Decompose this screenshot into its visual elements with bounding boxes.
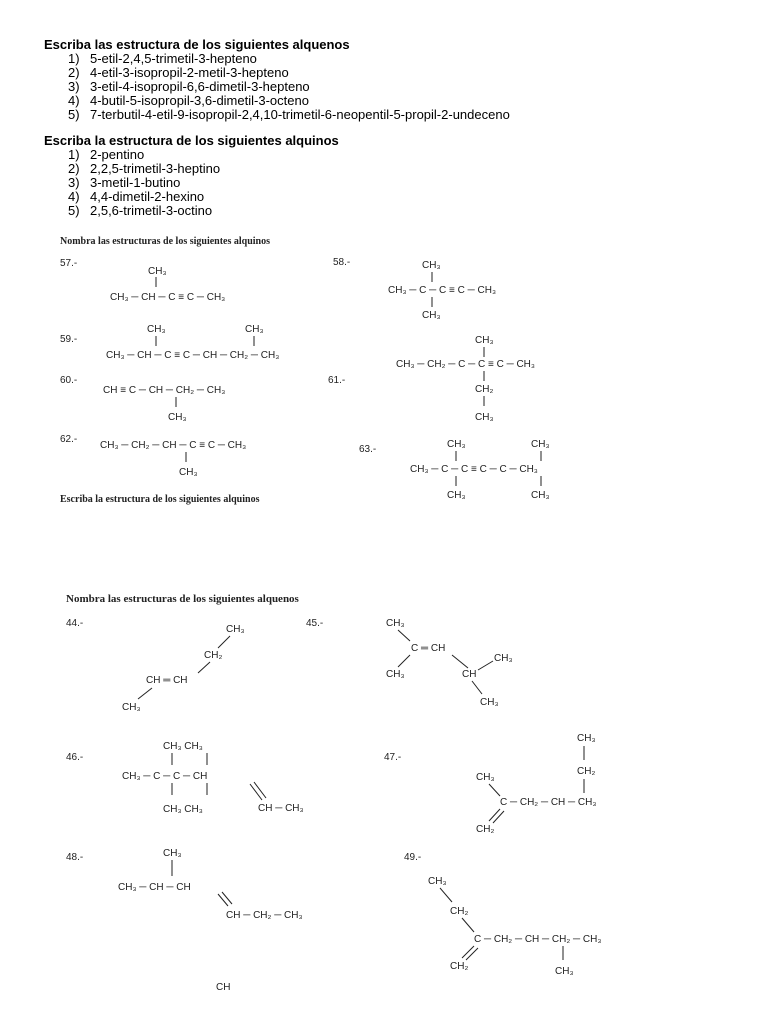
bond-line	[472, 681, 482, 694]
s57-main: CH₃ ─ CH ─ C ≡ C ─ CH₃	[110, 292, 226, 303]
s63-bot2: CH₃	[531, 490, 550, 501]
bond-line	[254, 782, 266, 798]
bond-line	[398, 630, 410, 641]
bond-line	[222, 892, 232, 904]
s45-d: CH	[462, 669, 477, 680]
s44-b: CH₂	[204, 650, 223, 661]
s57-top: CH₃	[148, 266, 167, 277]
s47-main: C ─ CH₂ ─ CH ─ CH₃	[500, 797, 597, 808]
bond-line	[489, 784, 500, 796]
label-63: 63.-	[359, 444, 377, 455]
s58-main: CH₃ ─ C ─ C ≡ C ─ CH₃	[388, 285, 497, 296]
bond-line	[478, 661, 493, 670]
label-46: 46.-	[66, 752, 84, 763]
bond-line	[250, 784, 262, 800]
bond-line	[218, 636, 230, 648]
list-item: 3) 3-etil-4-isopropil-6,6-dimetil-3-hepteno	[68, 79, 310, 94]
alkenes-heading: Escriba las estructura de los siguientes alquenos	[44, 37, 350, 52]
cutoff-fragment: CH	[216, 982, 231, 993]
bond-line	[489, 809, 500, 821]
s59-top2: CH₃	[245, 324, 264, 335]
list-item: 1) 2-pentino	[68, 147, 145, 162]
s61-b2: CH₃	[475, 412, 494, 423]
s63-top2: CH₃	[531, 439, 550, 450]
list-item: 2) 2,2,5-trimetil-3-heptino	[68, 161, 221, 176]
s62-main: CH₃ ─ CH₂ ─ CH ─ C ≡ C ─ CH₃	[100, 440, 247, 451]
s46-bot: CH₃ CH₃	[163, 804, 203, 815]
label-44: 44.-	[66, 618, 84, 629]
s59-top1: CH₃	[147, 324, 166, 335]
scan-alkynes-footer: Escriba la estructura de los siguientes alquinos	[60, 494, 260, 505]
s49-a: CH₃	[428, 876, 447, 887]
label-57: 57.-	[60, 258, 78, 269]
bond-line	[398, 655, 410, 667]
s48-bot: CH ─ CH₂ ─ CH₃	[226, 910, 303, 921]
alkynes-heading: Escriba la estructura de los siguientes alquinos	[44, 133, 339, 148]
s44-a: CH₃	[226, 624, 245, 635]
bond-line	[462, 946, 474, 958]
s45-a: CH₃	[386, 618, 405, 629]
s46-main: CH₃ ─ C ─ C ─ CH	[122, 771, 208, 782]
bond-line	[138, 688, 152, 699]
s58-bot: CH₃	[422, 310, 441, 321]
label-62: 62.-	[60, 434, 78, 445]
s61-b1: CH₂	[475, 384, 494, 395]
s63-top1: CH₃	[447, 439, 466, 450]
bond-line	[462, 918, 474, 932]
s49-c: CH₂	[450, 961, 469, 972]
label-61: 61.-	[328, 375, 346, 386]
label-60: 60.-	[60, 375, 78, 386]
scan-alkynes-heading: Nombra las estructuras de los siguientes alquinos	[60, 236, 271, 247]
s46-top: CH₃ CH₃	[163, 741, 203, 752]
s44-d: CH₃	[122, 702, 141, 713]
s48-top: CH₃	[163, 848, 182, 859]
s45-e: CH₃	[494, 653, 513, 664]
s61-main: CH₃ ─ CH₂ ─ C ─ C ≡ C ─ CH₃	[396, 359, 535, 370]
s49-b: CH₂	[450, 906, 469, 917]
s58-top: CH₃	[422, 260, 441, 271]
list-item: 1) 5-etil-2,4,5-trimetil-3-hepteno	[68, 51, 257, 66]
label-49: 49.-	[404, 852, 422, 863]
s47-d: CH₂	[476, 824, 495, 835]
s45-c: CH₃	[386, 669, 405, 680]
bond-line	[466, 948, 478, 960]
s48-main: CH₃ ─ CH ─ CH	[118, 882, 191, 893]
bond-line	[493, 811, 504, 823]
s46-tail: CH ─ CH₃	[258, 803, 304, 814]
list-item: 4) 4,4-dimetil-2-hexino	[68, 189, 205, 204]
s49-main: C ─ CH₂ ─ CH ─ CH₂ ─ CH₃	[474, 934, 602, 945]
s47-c: CH₃	[476, 772, 495, 783]
bond-line	[440, 888, 452, 902]
s62-bot: CH₃	[179, 467, 198, 478]
list-item: 5) 2,5,6-trimetil-3-octino	[68, 203, 213, 218]
s45-f: CH₃	[480, 697, 499, 708]
s47-b: CH₂	[577, 766, 596, 777]
list-item: 2) 4-etil-3-isopropil-2-metil-3-hepteno	[68, 65, 289, 80]
s61-top: CH₃	[475, 335, 494, 346]
label-45: 45.-	[306, 618, 324, 629]
s63-bot1: CH₃	[447, 490, 466, 501]
label-48: 48.-	[66, 852, 84, 863]
scan-alkenes-heading: Nombra las estructuras de los siguientes alquenos	[66, 593, 299, 605]
list-item: 5) 7-terbutil-4-etil-9-isopropil-2,4,10-trimetil-6-neopentil-5-propil-2-undeceno	[68, 107, 510, 122]
bond-line	[198, 662, 210, 673]
label-59: 59.-	[60, 334, 78, 345]
list-item: 4) 4-butil-5-isopropil-3,6-dimetil-3-octeno	[68, 93, 309, 108]
list-item: 3) 3-metil-1-butino	[68, 175, 181, 190]
s60-bot: CH₃	[168, 412, 187, 423]
label-47: 47.-	[384, 752, 402, 763]
s59-main: CH₃ ─ CH ─ C ≡ C ─ CH ─ CH₂ ─ CH₃	[106, 350, 280, 361]
s44-c: CH ═ CH	[146, 675, 188, 686]
s49-d: CH₃	[555, 966, 574, 977]
s63-main: CH₃ ─ C ─ C ≡ C ─ C ─ CH₃	[410, 464, 538, 475]
label-58: 58.-	[333, 257, 351, 268]
s47-a: CH₃	[577, 733, 596, 744]
bond-line	[218, 894, 228, 906]
s60-main: CH ≡ C ─ CH ─ CH₂ ─ CH₃	[103, 385, 226, 396]
bond-line	[452, 655, 468, 668]
s45-b: C ═ CH	[411, 643, 446, 654]
